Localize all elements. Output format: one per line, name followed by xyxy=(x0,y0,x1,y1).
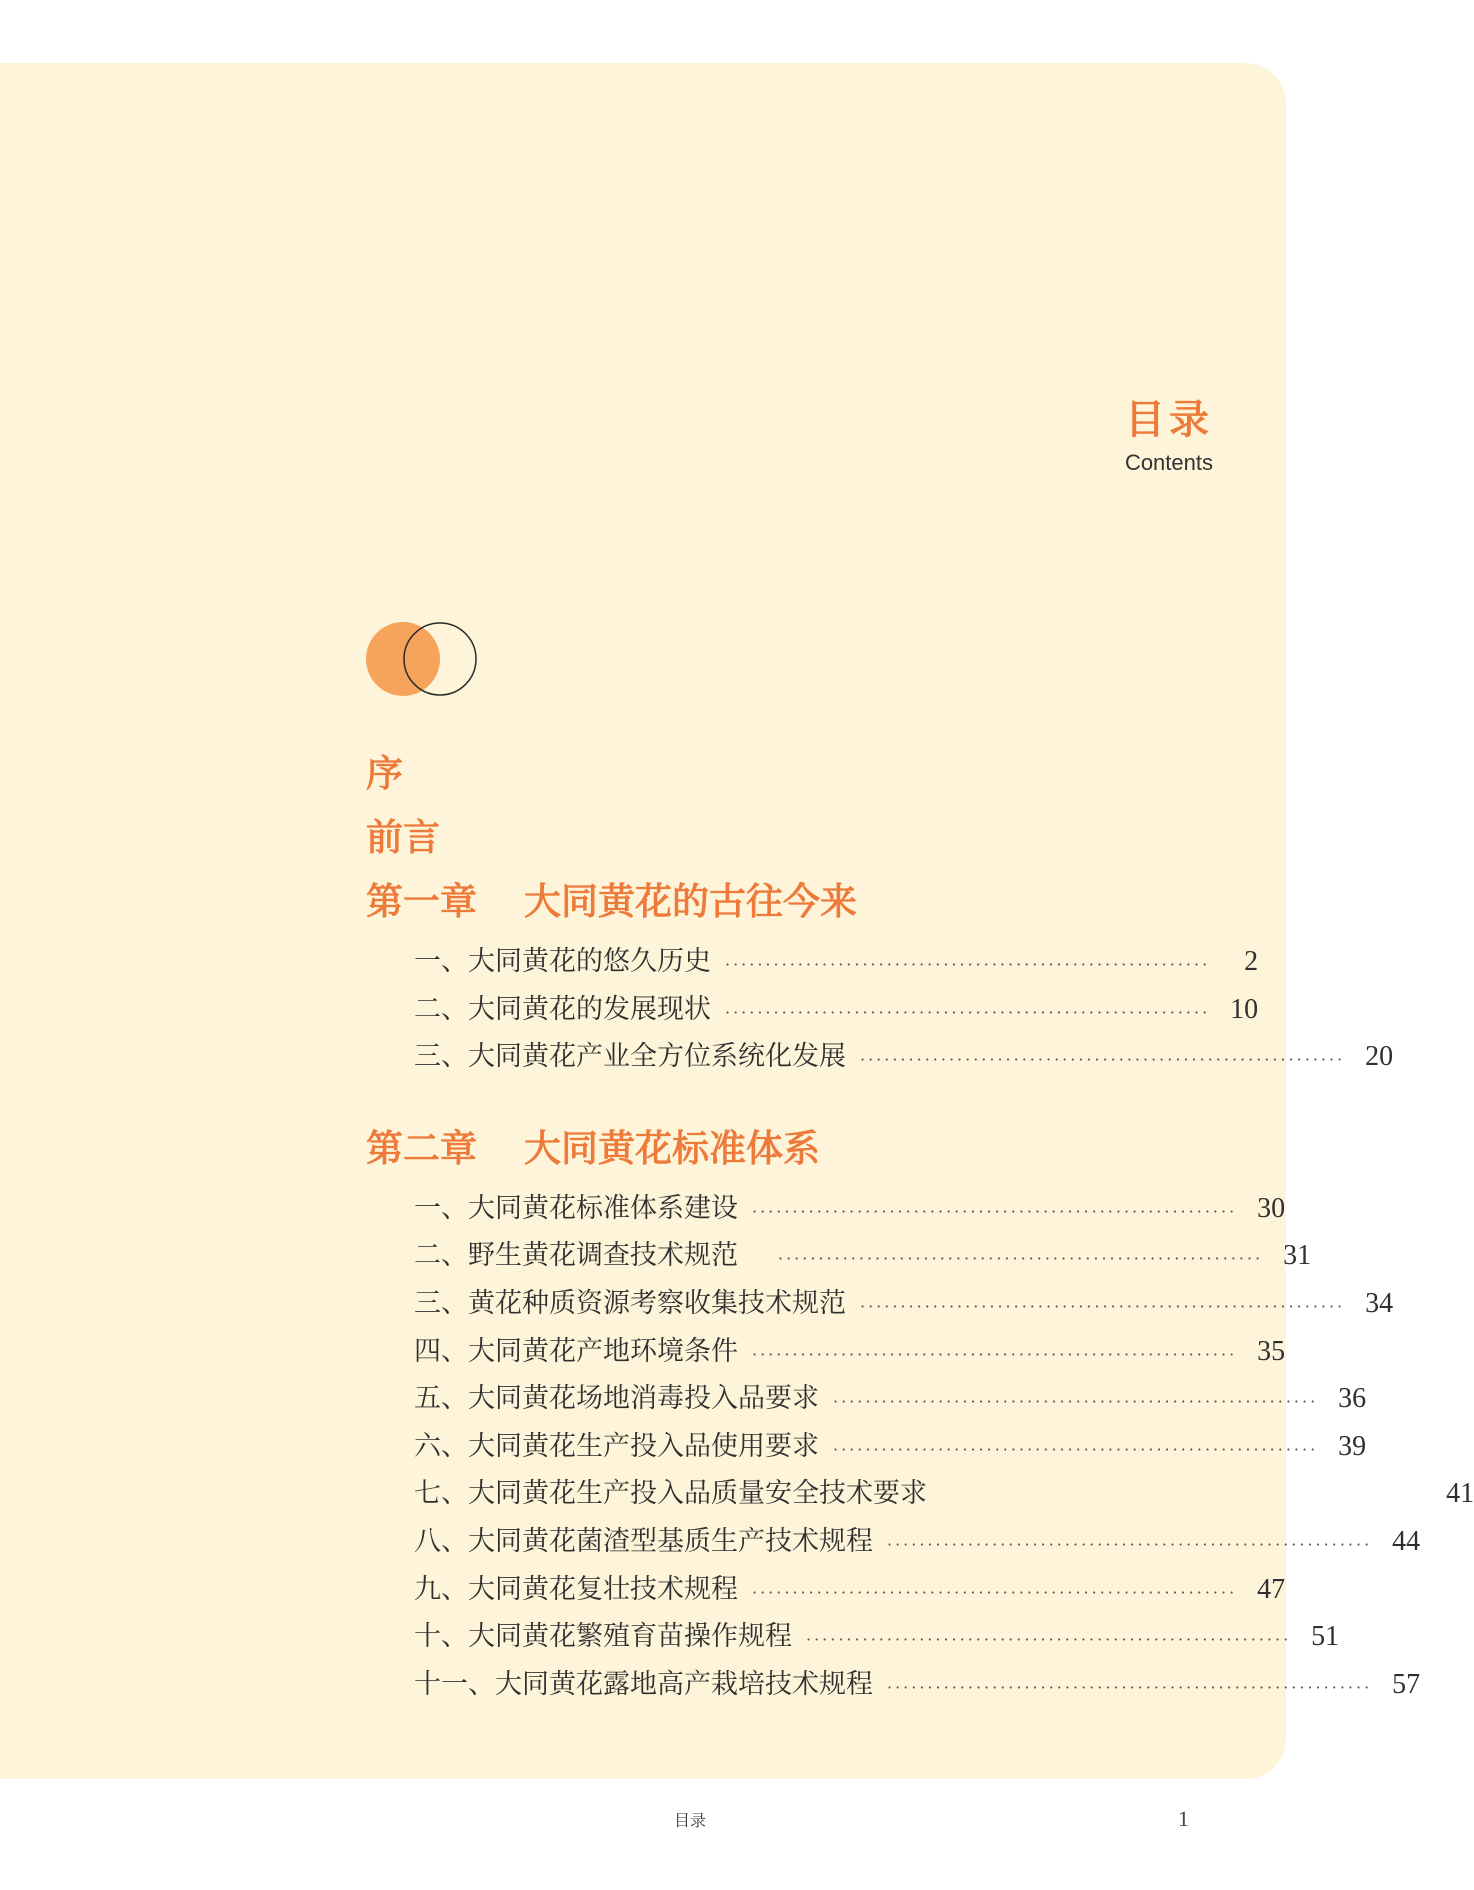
toc-entry[interactable] xyxy=(414,944,1259,992)
toc-entry[interactable] xyxy=(414,1572,1286,1620)
leader-dots: ···························································· xyxy=(860,1296,1346,1316)
entry-label: 五、大同黄花场地消毒投入品要求 xyxy=(414,1383,819,1415)
leader-dots: ···························································· xyxy=(833,1392,1319,1412)
toc-foreword[interactable]: 前言 xyxy=(366,816,440,859)
leader-dots: ···························································· xyxy=(806,1630,1292,1650)
entry-page: 51 xyxy=(1311,1621,1340,1653)
filled-circle xyxy=(366,622,440,696)
chapter-title: 大同黄花的古往今来 xyxy=(524,880,857,923)
entry-page: 47 xyxy=(1257,1573,1286,1605)
entry-page: 31 xyxy=(1283,1240,1312,1272)
leader-dots: ···························································· xyxy=(833,1439,1319,1459)
footer-section-label: 目录 xyxy=(673,1811,706,1830)
leader-dots: ···························································· xyxy=(860,1050,1346,1070)
toc-entry[interactable] xyxy=(414,1476,1474,1524)
chapter-1-heading[interactable] xyxy=(366,880,1206,924)
entry-label: 七、大同黄花生产投入品质量安全技术要求 xyxy=(414,1478,927,1510)
leader-dots: ···························································· xyxy=(752,1344,1238,1364)
entry-page: 41 xyxy=(1446,1478,1474,1510)
toc-entry[interactable] xyxy=(414,1334,1286,1382)
toc-entry[interactable] xyxy=(414,992,1259,1040)
chapter-2-heading[interactable] xyxy=(366,1127,1206,1171)
entry-label: 二、大同黄花的发展现状 xyxy=(414,993,711,1025)
entry-label: 二、野生黄花调查技术规范 xyxy=(414,1240,738,1272)
toc-entry[interactable] xyxy=(414,1238,1312,1286)
toc-title-en: Contents xyxy=(1124,450,1213,475)
entry-label: 十一、大同黄花露地高产栽培技术规程 xyxy=(414,1668,873,1700)
decorative-circles xyxy=(366,620,478,698)
toc-entry[interactable] xyxy=(414,1619,1340,1667)
toc-preface[interactable]: 序 xyxy=(366,752,403,795)
toc-entry[interactable] xyxy=(414,1039,1394,1087)
toc-entry[interactable] xyxy=(414,1667,1421,1715)
leader-dots: ···························································· xyxy=(778,1249,1264,1269)
entry-page: 30 xyxy=(1257,1192,1286,1224)
chapter-title: 大同黄花标准体系 xyxy=(524,1126,820,1170)
toc-entry[interactable] xyxy=(414,1191,1286,1239)
leader-dots: ···························································· xyxy=(752,1201,1238,1221)
entry-label: 八、大同黄花菌渣型基质生产技术规程 xyxy=(414,1525,873,1557)
entry-page: 57 xyxy=(1392,1668,1421,1700)
toc-entry[interactable] xyxy=(414,1524,1421,1572)
entry-page: 10 xyxy=(1230,993,1259,1025)
leader-dots: ···························································· xyxy=(725,1002,1211,1022)
entry-label: 九、大同黄花复壮技术规程 xyxy=(414,1573,738,1605)
leader-dots: ···························································· xyxy=(887,1534,1373,1554)
leader-dots xyxy=(941,1479,1426,1515)
leader-dots: ···························································· xyxy=(752,1582,1238,1602)
chapter-number: 第一章 xyxy=(366,880,477,923)
entry-label: 三、大同黄花产业全方位系统化发展 xyxy=(414,1041,846,1073)
table-of-contents xyxy=(366,752,1474,1714)
footer-page-number: 1 xyxy=(1178,1806,1189,1831)
entry-label: 十、大同黄花繁殖育苗操作规程 xyxy=(414,1621,792,1653)
entry-label: 六、大同黄花生产投入品使用要求 xyxy=(414,1430,819,1462)
chapter-1-entries xyxy=(366,944,1394,1087)
toc-entry[interactable] xyxy=(414,1286,1394,1334)
toc-title-zh: 目录 xyxy=(1125,397,1213,443)
toc-title xyxy=(1125,396,1213,478)
toc-entry[interactable] xyxy=(414,1429,1367,1477)
leader-dots: ···························································· xyxy=(725,955,1211,974)
entry-page: 36 xyxy=(1338,1383,1367,1415)
entry-page: 34 xyxy=(1365,1287,1394,1319)
entry-label: 一、大同黄花的悠久历史 xyxy=(414,946,711,977)
entry-label: 三、黄花种质资源考察收集技术规范 xyxy=(414,1287,846,1319)
toc-entry[interactable] xyxy=(414,1381,1367,1429)
entry-page: 39 xyxy=(1338,1430,1367,1462)
entry-label: 一、大同黄花标准体系建设 xyxy=(414,1192,738,1224)
chapter-2-entries xyxy=(366,1191,1474,1715)
entry-page: 2 xyxy=(1244,946,1259,977)
entry-page: 44 xyxy=(1392,1525,1421,1557)
entry-page: 20 xyxy=(1365,1041,1394,1073)
entry-page: 35 xyxy=(1257,1335,1286,1367)
leader-dots: ···························································· xyxy=(887,1677,1373,1697)
entry-label: 四、大同黄花产地环境条件 xyxy=(414,1335,738,1367)
chapter-number: 第二章 xyxy=(366,1126,477,1170)
